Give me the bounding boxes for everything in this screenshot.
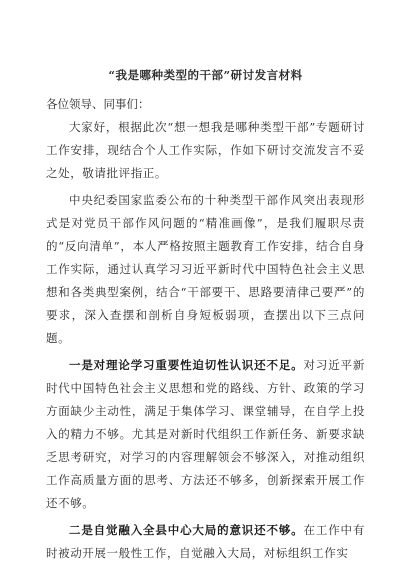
paragraph-text: 大家好，根据此次“想一想我是哪种类型干部”专题研讨工作安排，现结合个人工作实际，作如下研讨交流发言不妥之处，敬请批评指正。 (46, 120, 365, 180)
paragraph-1 (46, 116, 365, 185)
paragraph-text: 在工作中有时被动开展一般性工作，自觉融入大局，对标组织工作实 (46, 523, 366, 560)
paragraph-lead: 一是对理论学习重要性迫切性认识还不足。 (69, 358, 304, 372)
paragraph-3 (46, 354, 365, 515)
paragraph-text: 中央纪委国家监委公布的十种类型干部作风突出表现形式是对党员干部作风问题的“精准画像”，是我们履职尽责的“反向清单”，本人严格按照主题教育工作安排，结合自身工作实际，通过认真学习习近平新时代中国特色社会主义思想和各类典型案例，结合“干部要干、思路要清律己要严”的要求，深入查摆和剖析自身短板弱项，查摆出以下三点问题。 (46, 193, 365, 345)
paragraph-lead: 二是自觉融入全县中心大局的意识还不够。 (69, 523, 304, 537)
document-title: “我是哪种类型的干部”研讨发言材料 (108, 68, 303, 82)
paragraph-2 (46, 189, 365, 350)
paragraph-text: 对习近平新时代中国特色社会主义思想和党的路线、方针、政策的学习方面缺少主动性，满足于集体学习、课堂辅导，在自学上投入的精力不够。尤其是对新时代组织工作新任务、新要求缺乏思考研究，对学习的内容理解领会不够深入，对推动组织工作高质量方面的思考、方法还不够多，创新探索开展工作还不够。 (46, 358, 366, 510)
paragraph-4 (46, 519, 365, 565)
salutation: 各位领导、同事们： (46, 97, 150, 111)
